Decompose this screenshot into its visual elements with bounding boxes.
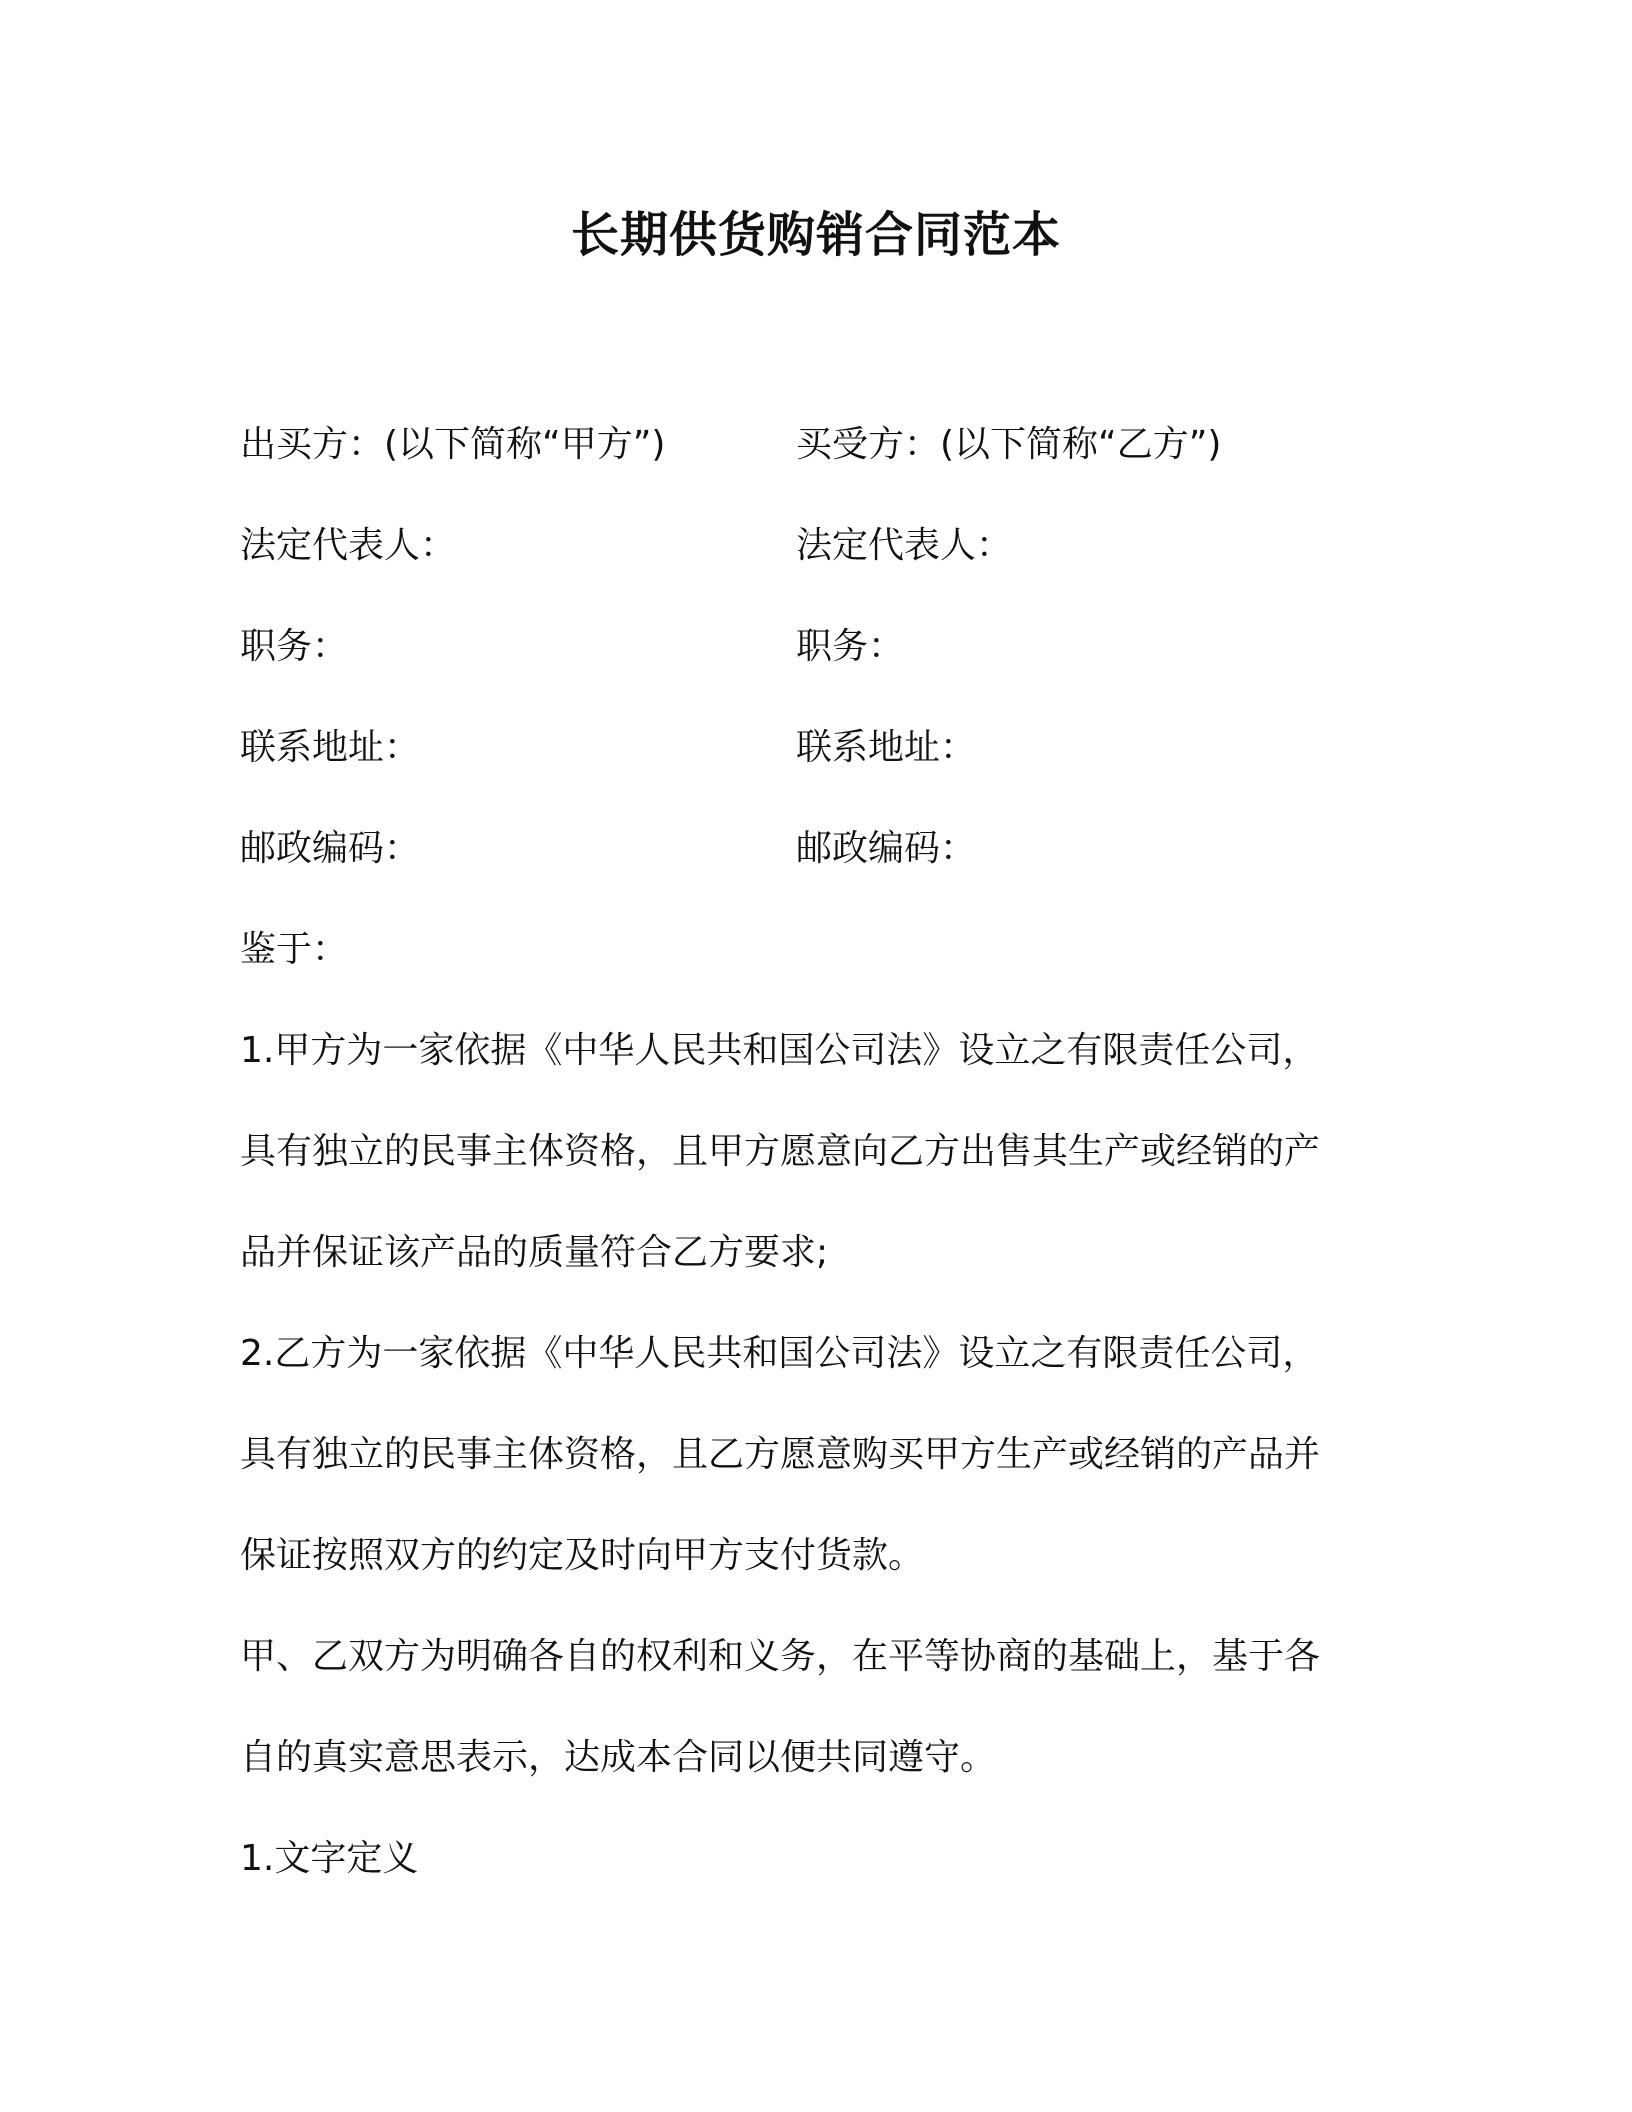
seller-label: 出买方：(以下简称“甲方”) bbox=[240, 424, 666, 465]
agreement-line: 甲、乙双方为明确各自的权利和义务，在平等协商的基础上，基于各 bbox=[240, 1636, 1321, 1677]
buyer-label: 买受方：(以下简称“乙方”) bbox=[796, 424, 1222, 465]
section-1 bbox=[240, 1829, 1380, 1930]
party-row bbox=[240, 718, 1400, 819]
section-1-heading: 1.文字定义 bbox=[240, 1838, 419, 1879]
seller-legal-rep: 法定代表人： bbox=[240, 525, 457, 566]
seller-postcode: 邮政编码： bbox=[240, 828, 421, 869]
buyer-legal-rep: 法定代表人： bbox=[796, 525, 1013, 566]
buyer-position: 职务： bbox=[796, 626, 905, 667]
party-row bbox=[240, 617, 1400, 718]
party-row bbox=[240, 516, 1400, 617]
recital-1-line: 品并保证该产品的质量符合乙方要求; bbox=[240, 1232, 829, 1273]
recital-2 bbox=[240, 1324, 1380, 1627]
agreement-line: 自的真实意思表示，达成本合同以便共同遵守。 bbox=[240, 1737, 997, 1778]
agreement-paragraph bbox=[240, 1627, 1380, 1829]
recital-1-line: 具有独立的民事主体资格，且甲方愿意向乙方出售其生产或经销的产 bbox=[240, 1131, 1321, 1172]
recital-1-line: 1.甲方为一家依据《中华人民共和国公司法》设立之有限责任公司， bbox=[240, 1030, 1319, 1071]
recitals-heading-block bbox=[240, 920, 1380, 1021]
buyer-address: 联系地址： bbox=[796, 727, 977, 768]
recital-1 bbox=[240, 1021, 1380, 1324]
document-title: 长期供货购销合同范本 bbox=[570, 207, 1061, 263]
parties-block bbox=[240, 415, 1400, 920]
recital-2-line: 2.乙方为一家依据《中华人民共和国公司法》设立之有限责任公司， bbox=[240, 1333, 1319, 1374]
seller-address: 联系地址： bbox=[240, 727, 421, 768]
party-row bbox=[240, 415, 1400, 516]
recitals-heading: 鉴于： bbox=[240, 929, 349, 970]
buyer-postcode: 邮政编码： bbox=[796, 828, 977, 869]
party-row bbox=[240, 819, 1400, 920]
recital-2-line: 保证按照双方的约定及时向甲方支付货款。 bbox=[240, 1535, 925, 1576]
seller-position: 职务： bbox=[240, 626, 349, 667]
recital-2-line: 具有独立的民事主体资格，且乙方愿意购买甲方生产或经销的产品并 bbox=[240, 1434, 1321, 1475]
